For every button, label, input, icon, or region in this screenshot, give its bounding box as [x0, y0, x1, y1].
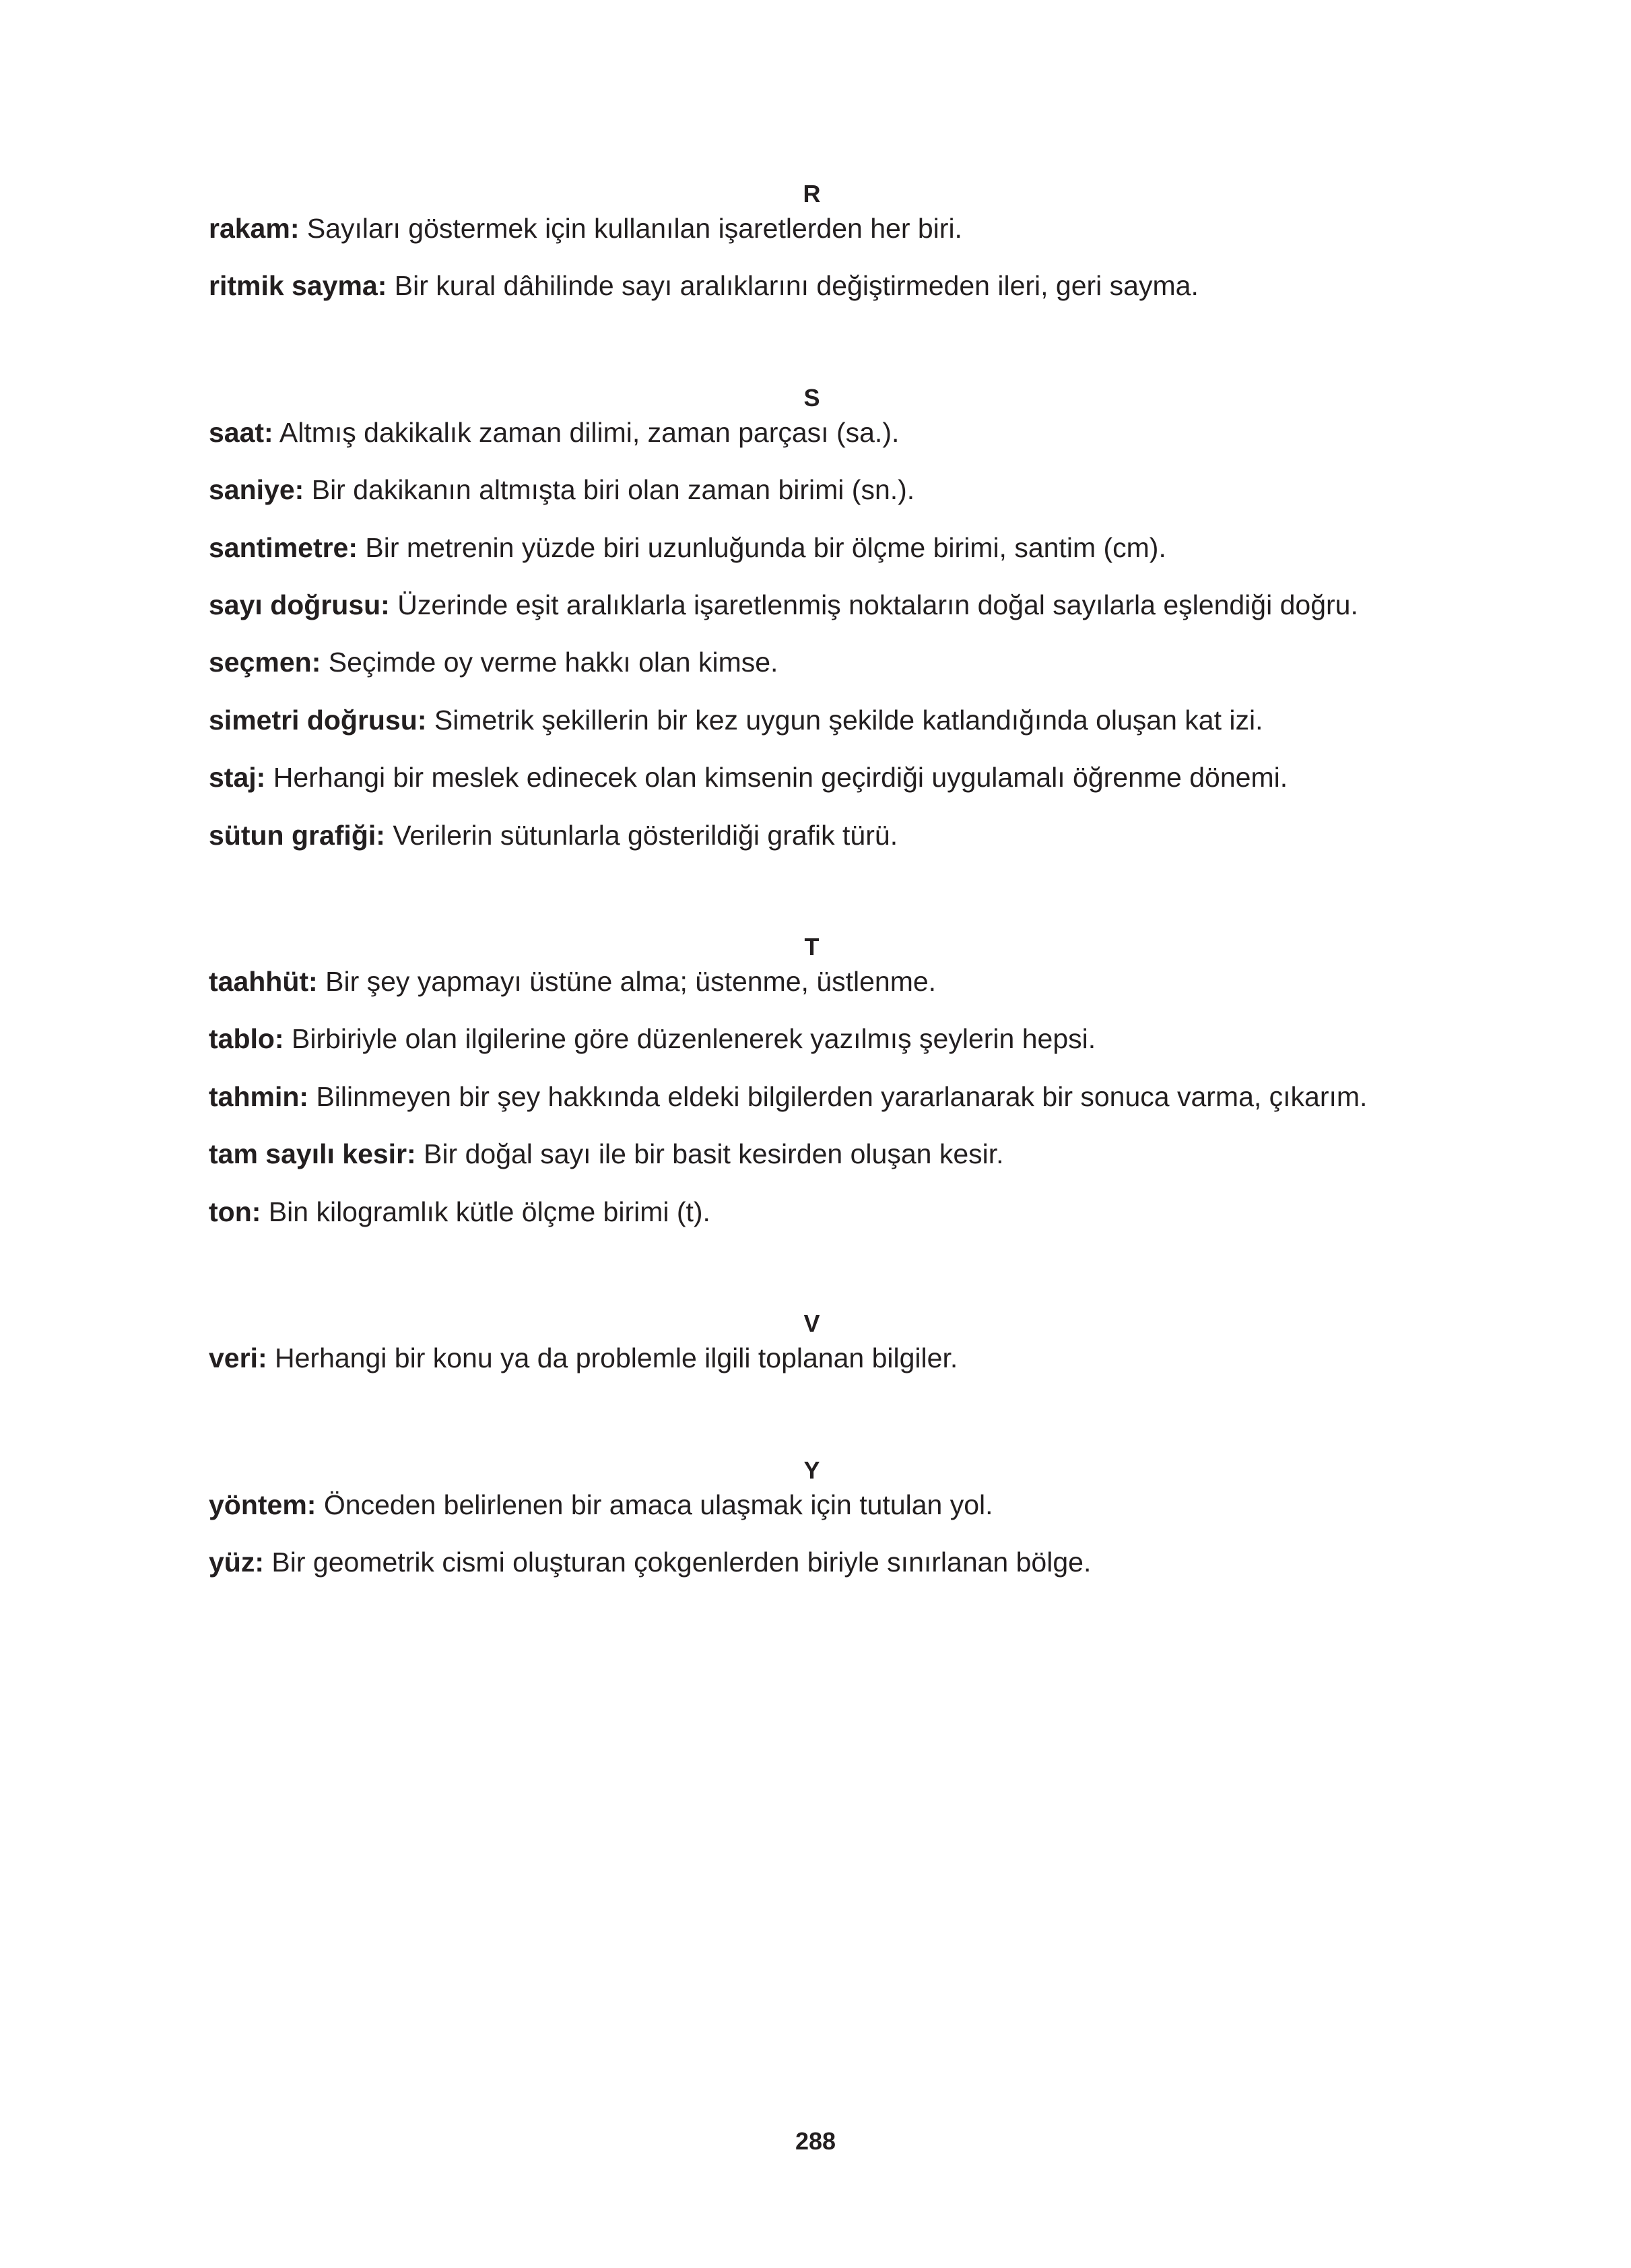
glossary-entry: [174, 206, 1450, 251]
glossary-term: saniye:: [209, 474, 304, 506]
glossary-definition: Altmış dakikalık zaman dilimi, zaman parçası (sa.).: [279, 416, 900, 448]
glossary-entry: [174, 1016, 1450, 1061]
glossary-term: ton:: [209, 1196, 261, 1227]
glossary-definition: Üzerinde eşit aralıklarla işaretlenmiş noktaların doğal sayılarla eşlendiği doğru.: [397, 589, 1358, 621]
glossary-entry: [174, 755, 1450, 800]
glossary-definition: Bir kural dâhilinde sayı aralıklarını değiştirmeden ileri, geri sayma.: [394, 270, 1199, 302]
glossary-definition: Önceden belirlenen bir amaca ulaşmak için tutulan yol.: [323, 1489, 993, 1520]
glossary-definition: Herhangi bir konu ya da problemle ilgili toplanan bilgiler.: [275, 1342, 958, 1374]
glossary-definition: Bilinmeyen bir şey hakkında eldeki bilgilerden yararlanarak bir sonuca varma, çıkarım.: [316, 1080, 1368, 1112]
page-number: 288: [795, 2127, 836, 2155]
glossary-entry: [174, 1074, 1450, 1119]
section-letter-heading: S: [803, 383, 820, 412]
glossary-entry: [174, 467, 1450, 512]
glossary-entry: [174, 525, 1450, 570]
glossary-entry-list: [174, 1483, 1450, 1585]
glossary-entry: [174, 1336, 1450, 1380]
glossary-term: tahmin:: [209, 1080, 309, 1112]
glossary-content: [174, 182, 1450, 1597]
glossary-definition: Birbiriyle olan ilgilerine göre düzenlenerek yazılmış şeylerin hepsi.: [292, 1023, 1096, 1055]
glossary-entry: [174, 813, 1450, 857]
glossary-entry: [174, 1483, 1450, 1527]
glossary-entry: [174, 698, 1450, 742]
glossary-entry-list: [174, 959, 1450, 1234]
glossary-term: ritmik sayma:: [209, 270, 387, 302]
glossary-entry: [174, 263, 1450, 308]
glossary-term: tablo:: [209, 1023, 284, 1055]
glossary-definition: Bir şey yapmayı üstüne alma; üstenme, üstlenme.: [325, 966, 937, 998]
glossary-definition: Sayıları göstermek için kullanılan işaretlerden her biri.: [306, 213, 962, 244]
glossary-entry: [174, 1132, 1450, 1176]
glossary-definition: Bin kilogramlık kütle ölçme birimi (t).: [268, 1196, 710, 1227]
glossary-section-r: [174, 182, 1450, 309]
glossary-term: saat:: [209, 416, 273, 448]
glossary-term: rakam:: [209, 213, 300, 244]
glossary-entry: [174, 410, 1450, 455]
glossary-section-y: [174, 1394, 1450, 1585]
glossary-entry: [174, 1540, 1450, 1584]
glossary-section-s: [174, 321, 1450, 857]
section-spacer: [174, 321, 1450, 386]
section-letter-heading: T: [804, 933, 820, 961]
glossary-term: staj:: [209, 762, 266, 793]
glossary-term: yüz:: [209, 1546, 264, 1578]
glossary-term: tam sayılı kesir:: [209, 1138, 416, 1170]
glossary-section-t: [174, 870, 1450, 1234]
section-letter-heading: R: [803, 180, 821, 207]
glossary-definition: Bir geometrik cismi oluşturan çokgenlerden biriyle sınırlanan bölge.: [271, 1546, 1092, 1578]
glossary-entry-list: [174, 206, 1450, 309]
glossary-section-v: [174, 1247, 1450, 1380]
glossary-entry: [174, 1190, 1450, 1234]
glossary-term: yöntem:: [209, 1489, 317, 1520]
glossary-entry: [174, 959, 1450, 1004]
glossary-term: veri:: [209, 1342, 267, 1374]
glossary-term: santimetre:: [209, 531, 358, 563]
glossary-term: sayı doğrusu:: [209, 589, 390, 621]
glossary-definition: Bir dakikanın altmışta biri olan zaman birimi (sn.).: [311, 474, 915, 506]
glossary-term: taahhüt:: [209, 966, 318, 998]
glossary-definition: Verilerin sütunlarla gösterildiği grafik türü.: [393, 819, 898, 851]
section-spacer: [174, 870, 1450, 935]
glossary-definition: Simetrik şekillerin bir kez uygun şekilde katlandığında oluşan kat izi.: [434, 704, 1263, 736]
glossary-definition: Bir doğal sayı ile bir basit kesirden oluşan kesir.: [424, 1138, 1004, 1170]
glossary-term: sütun grafiği:: [209, 819, 385, 851]
glossary-term: seçmen:: [209, 647, 321, 678]
section-letter-heading: V: [803, 1309, 820, 1338]
section-spacer: [174, 1394, 1450, 1458]
glossary-entry-list: [174, 1336, 1450, 1380]
glossary-definition: Bir metrenin yüzde biri uzunluğunda bir ölçme birimi, santim (cm).: [365, 531, 1166, 563]
glossary-entry-list: [174, 410, 1450, 857]
section-letter-heading: Y: [803, 1456, 820, 1484]
glossary-entry: [174, 583, 1450, 627]
glossary-definition: Seçimde oy verme hakkı olan kimse.: [328, 647, 778, 678]
glossary-term: simetri doğrusu:: [209, 704, 427, 736]
glossary-entry: [174, 640, 1450, 684]
glossary-definition: Herhangi bir meslek edinecek olan kimsenin geçirdiği uygulamalı öğrenme dönemi.: [273, 762, 1288, 793]
section-spacer: [174, 1247, 1450, 1311]
